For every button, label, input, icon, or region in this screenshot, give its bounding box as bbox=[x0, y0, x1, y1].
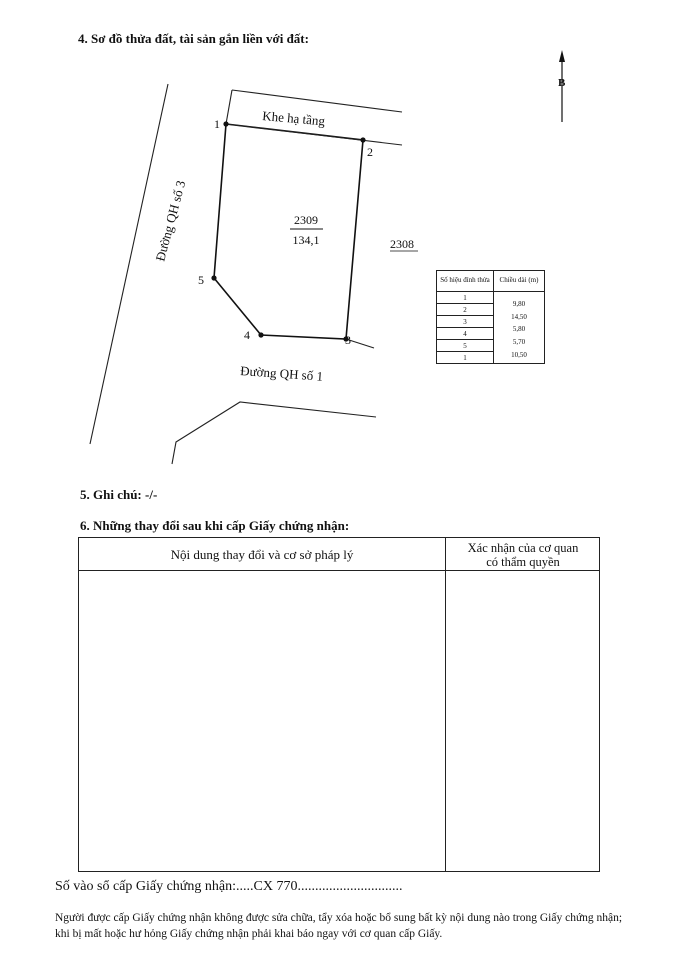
certificate-notice: Người được cấp Giấy chứng nhận không được sửa chữa, tẩy xóa hoặc bổ sung bất kỳ nội dung nào trong Giấy chứng nhận; khi bị mất hoặc hư hỏng Giấy chứng nhận phải khai báo ngay với cơ quan cấp Giấy. bbox=[55, 912, 623, 940]
authority-confirmation-header bbox=[447, 541, 599, 569]
road-3-label: Đường QH số 3 bbox=[152, 178, 189, 263]
vertex-label: 3 bbox=[345, 333, 351, 347]
authority-header-line-1: Xác nhận của cơ quan bbox=[467, 541, 579, 555]
road-3-left-edge bbox=[90, 84, 168, 444]
road-1-label: Đường QH số 1 bbox=[239, 363, 324, 384]
length-cell: 9,80 bbox=[512, 300, 526, 308]
vertex-id-cell: 1 bbox=[437, 352, 494, 364]
parcel-2309-boundary bbox=[214, 124, 363, 339]
length-cell: 10,50 bbox=[511, 350, 527, 359]
authority-header-line-2: có thẩm quyền bbox=[486, 555, 560, 569]
edge-length-table bbox=[436, 270, 545, 364]
vertex-label: 5 bbox=[198, 273, 204, 287]
vertex-id-cell: 1 bbox=[437, 292, 494, 304]
vertex-marker bbox=[360, 137, 365, 142]
registry-label: Số vào sổ cấp Giấy chứng nhận: bbox=[55, 879, 236, 894]
parcel-area: 134,1 bbox=[292, 233, 320, 247]
section-6-heading: 6. Những thay đổi sau khi cấp Giấy chứng nhận: bbox=[80, 518, 350, 533]
length-cell: 5,80 bbox=[512, 325, 526, 334]
vertex-id-cell: 5 bbox=[437, 340, 494, 352]
vertex-marker bbox=[258, 332, 263, 337]
north-label: B bbox=[558, 77, 566, 89]
section-5-heading: 5. Ghi chú: -/- bbox=[80, 487, 158, 502]
vertex-id-cell: 2 bbox=[437, 304, 494, 316]
road-1-bottom-edge bbox=[172, 402, 376, 464]
length-cell: 14,50 bbox=[511, 312, 527, 321]
infra-gap-top-edge bbox=[232, 90, 402, 112]
vertex-label: 2 bbox=[367, 145, 373, 159]
registry-number-line: Số vào sổ cấp Giấy chứng nhận:.....CX 770.............................. bbox=[55, 879, 403, 894]
parcel-number: 2309 bbox=[294, 213, 318, 227]
vertex-label: 4 bbox=[244, 328, 250, 342]
changes-content-header: Nội dung thay đổi và cơ sở pháp lý bbox=[170, 547, 354, 562]
vertex-marker bbox=[211, 275, 216, 280]
length-cell: 5,70 bbox=[512, 338, 526, 347]
neighbor-parcel-number: 2308 bbox=[390, 237, 414, 251]
section-4-heading: 4. Sơ đồ thửa đất, tài sản gắn liền với đất: bbox=[78, 31, 309, 46]
vertex-marker bbox=[223, 121, 228, 126]
length-column bbox=[494, 292, 545, 364]
changes-table bbox=[78, 537, 600, 872]
vertex-id-cell: 4 bbox=[437, 328, 494, 340]
vertex-id-cell: 3 bbox=[437, 316, 494, 328]
changes-table-divider bbox=[445, 538, 446, 871]
registry-number: CX 770 bbox=[253, 879, 298, 894]
vertex-id-header: Số hiệu đỉnh thửa bbox=[437, 271, 494, 292]
length-header: Chiều dài (m) bbox=[494, 271, 545, 292]
vertex-label: 1 bbox=[214, 117, 220, 131]
boundary-extension bbox=[226, 90, 232, 124]
infra-gap-label: Khe hạ tầng bbox=[261, 108, 326, 129]
